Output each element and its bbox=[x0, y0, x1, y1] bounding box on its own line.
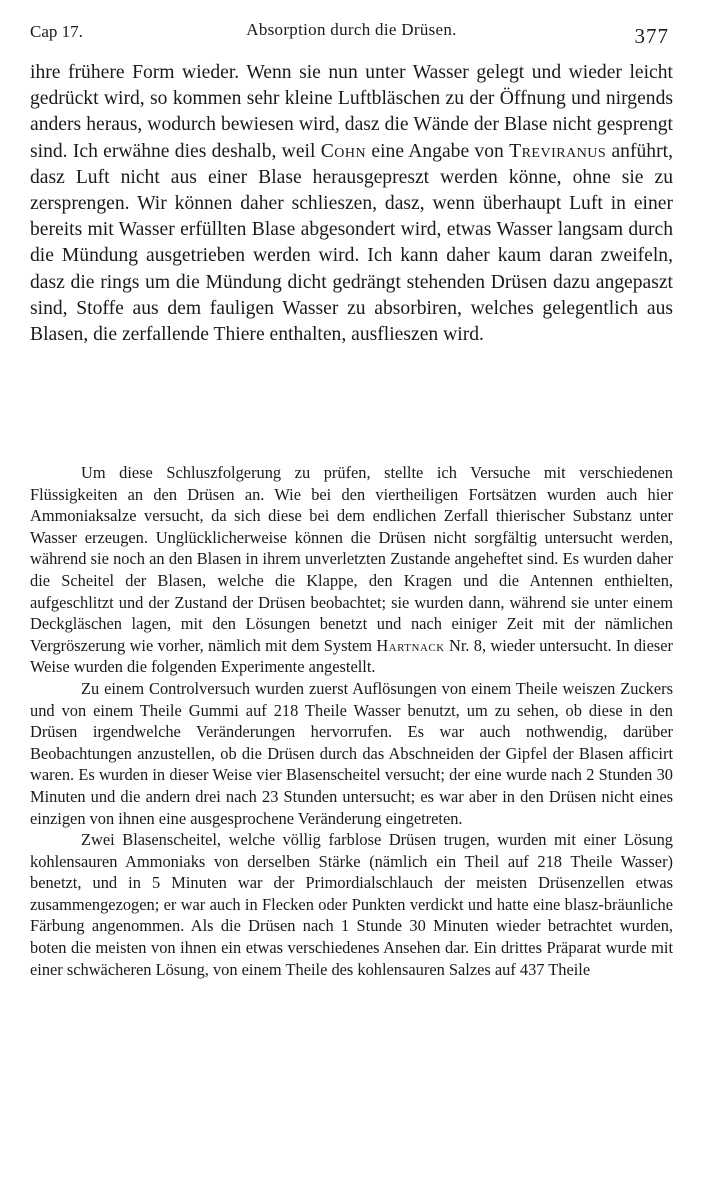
lower-paragraph-3: Zwei Blasenscheitel, welche völlig farblose Drüsen trugen, wurden mit einer Lösung kohlensauren Ammoniaks von derselben Stärke (nämlich ein Theil auf 218 Theile Wasser) benetzt, und in 5 Minuten war der Primordialschlauch der meisten Drüsenzellen etwas zusammengezogen; er war auch in Flecken oder Punkten verdickt und hatte eine blasz-bräunliche Färbung angenommen. Als die Drüsen nach 1 Stunde 30 Minuten wieder betrachtet wurden, boten die meisten von ihnen ein etwas verschiedenes Ansehen dar. Ein drittes Präparat wurde mit einer schwächeren Lösung, von einem Theile des kohlensauren Salzes auf 437 Theile bbox=[30, 830, 673, 979]
page-number: 377 bbox=[634, 24, 669, 48]
running-head bbox=[30, 18, 673, 48]
lower-text-1b: Nr. 8, wieder untersucht. In dieser Weise wurden die folgenden Experimente angestellt. bbox=[30, 635, 673, 677]
chapter-label: Cap 17. bbox=[30, 22, 83, 41]
upper-text-2: eine Angabe von bbox=[366, 140, 510, 162]
upper-text-1: ihre frühere Form wieder. Wenn sie nun unter Wasser gelegt und wieder leicht gedrückt wird, so kommen sehr kleine Luftbläschen zu der Öffnung und nirgends anders heraus, wodurch bewiesen wird, dasz die Wände der Blase nicht gesprengt sind. Ich erwähne dies deshalb, weil bbox=[30, 62, 673, 162]
lower-paragraph-1 bbox=[30, 462, 673, 678]
author-cohn: Cohn bbox=[320, 140, 367, 162]
lower-text bbox=[30, 462, 673, 980]
author-treviranus: Treviranus bbox=[509, 140, 607, 162]
lower-text-1a: Um diese Schluszfolgerung zu prüfen, stellte ich Versuche mit verschiedenen Flüssigkeiten an den Drüsen an. Wie bei den viertheiligen Fortsätzen wurden auch hier Ammoniaksalze versucht, da sich diese bei dem endlichen Zerfall thierischer Substanz unter Wasser erzeugen. Unglücklicherweise können die Drüsen nicht sorgfältig untersucht werden, während sie noch an den Blasen in ihrem unverletzten Zustande angeheftet sind. Es wurden daher die Scheitel der Blasen, welche die Klappe, den Kragen und die Antennen enthielten, aufgeschlitzt und der Zustand der Drüsen beobachtet; sie wurden dann, während sie unter einem Deckgläschen lagen, mit den Lösungen benetzt und nach einiger Zeit mit der nämlichen Vergröszerung wie vorher, nämlich mit dem System bbox=[30, 463, 673, 655]
running-title: Absorption durch die Drüsen. bbox=[246, 20, 457, 39]
upper-paragraph bbox=[30, 60, 673, 348]
lower-paragraph-2: Zu einem Controlversuch wurden zuerst Auflösungen von einem Theile weiszen Zuckers und von einem Theile Gummi auf 218 Theile Wasser benutzt, um zu sehen, ob diese in den Drüsen irgendwelche Veränderungen hervorrufen. Es war auch nothwendig, darüber Beobachtungen anzustellen, ob die Drüsen durch das Abschneiden der Gipfel der Blasen afficirt waren. Es wurden in dieser Weise vier Blasenscheitel versucht; der eine wurde nach 2 Stunden 30 Minuten und die andern drei nach 23 Stunden untersucht; es war aber in den Drüsen nicht eines einzigen von ihnen eine ausgesprochene Veränderung eingetreten. bbox=[30, 678, 673, 828]
upper-text-3: anführt, dasz Luft nicht aus einer Blase herausgepreszt werden könne, ohne sie zu zersprengen. Wir können daher schlieszen, dasz, wenn überhaupt Luft in einer bereits mit Wasser erfüllten Blase abgesondert wird, etwas Wasser langsam durch die Mündung ausgetrieben werden wird. Ich kann daher kaum daran zweifeln, dasz die rings um die Mündung dicht gedrängt stehenden Drüsen dazu angepaszt sind, Stoffe aus dem fauligen Wasser zu absorbiren, welches gelegentlich aus Blasen, die zerfallende Thiere enthalten, ausflieszen wird. bbox=[30, 140, 673, 346]
author-hartnack: Hartnack bbox=[376, 635, 445, 655]
